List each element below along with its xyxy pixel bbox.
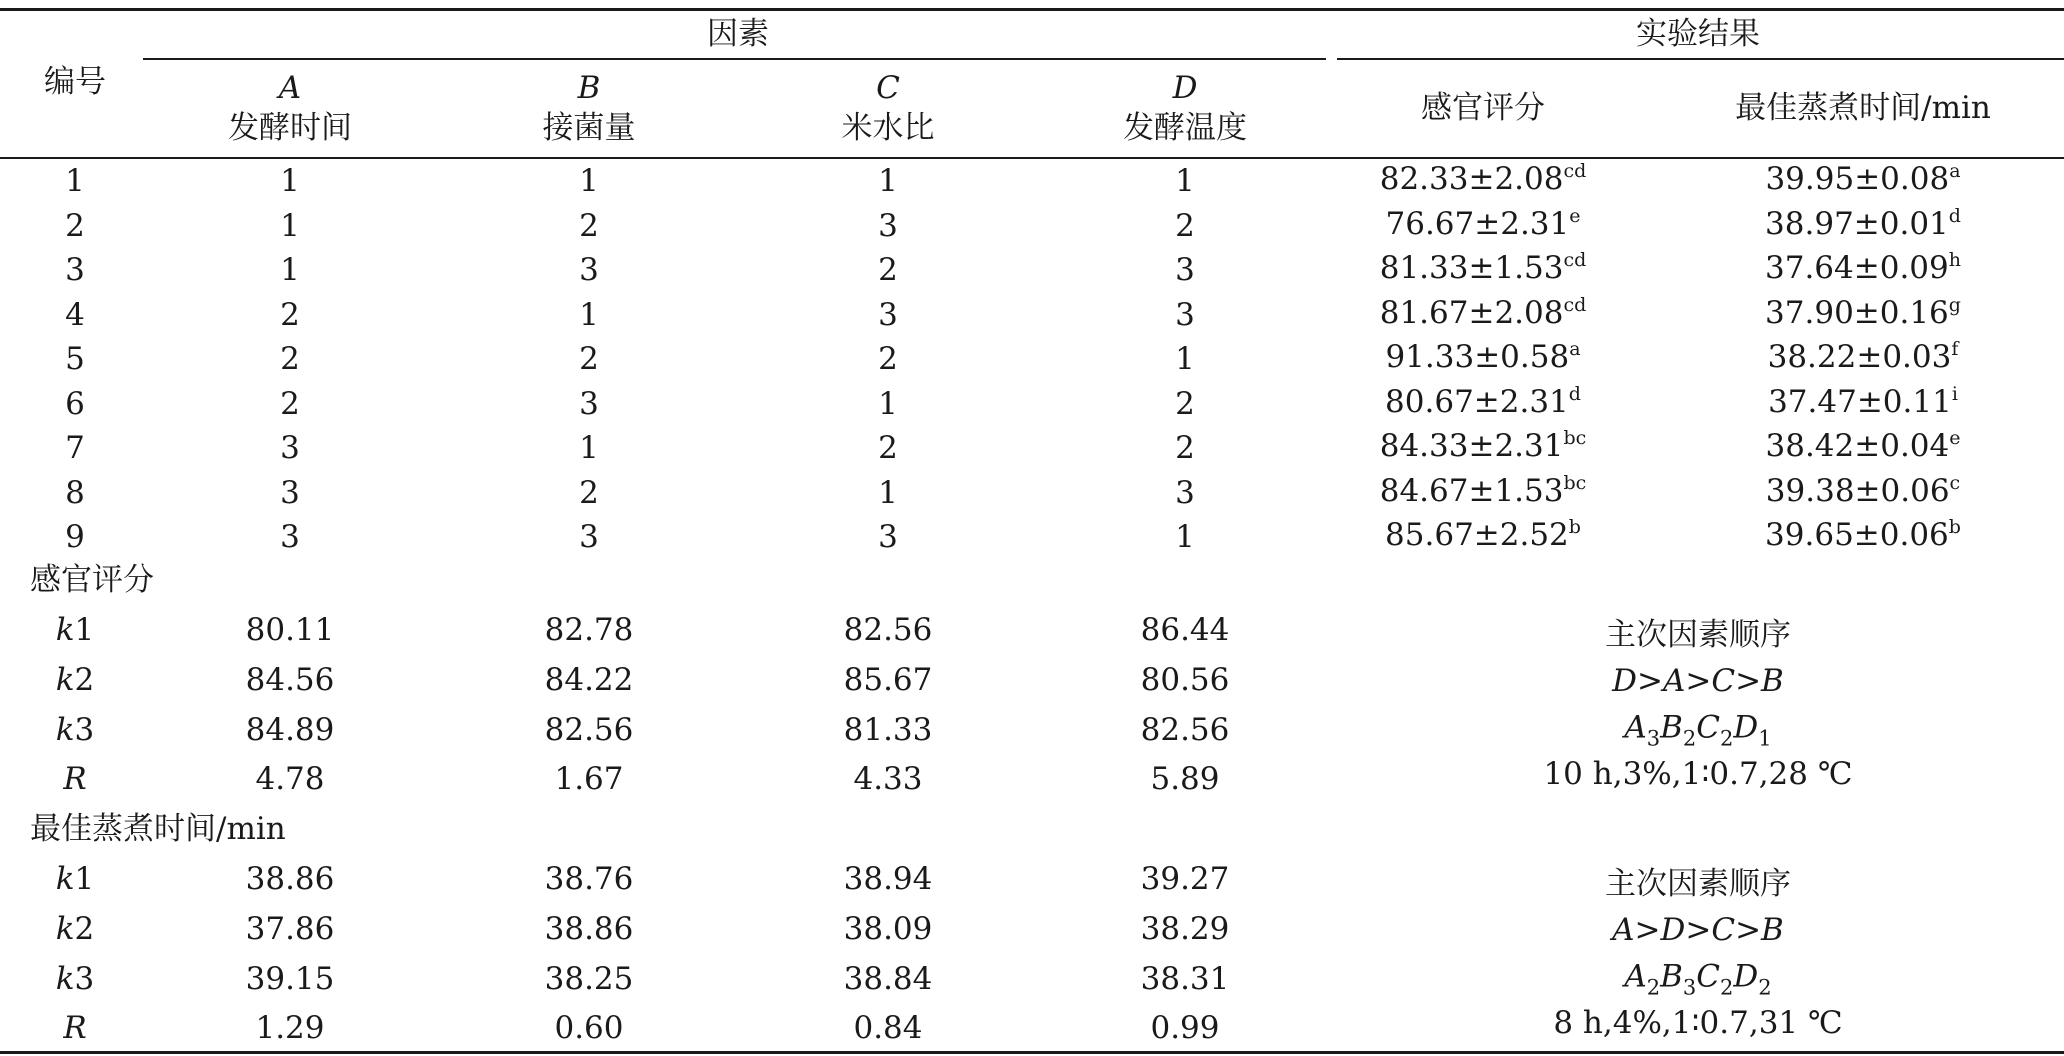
stat-c: 85.67 xyxy=(843,662,933,698)
row-id: 6 xyxy=(65,385,85,422)
steam-time-header: 最佳蒸煮时间/min xyxy=(1735,90,1991,126)
factor-d-name: 发酵温度 xyxy=(1123,110,1247,146)
factor-d-level: 3 xyxy=(1175,296,1195,333)
row-id: 9 xyxy=(65,519,85,555)
stat-b: 0.60 xyxy=(554,1010,624,1046)
stat-a: 4.78 xyxy=(255,761,325,797)
steam-time-value: 39.95±0.08$^a$ xyxy=(1765,160,1961,197)
significance-letter: d xyxy=(1568,382,1581,405)
sensory-score-value: 76.67±2.31$^e$ xyxy=(1385,204,1581,242)
factor-order-label: 主次因素顺序 xyxy=(1605,866,1791,902)
significance-letter: a xyxy=(1569,338,1581,360)
stat-c: 0.84 xyxy=(853,1010,923,1046)
significance-letter: h xyxy=(1948,249,1961,271)
significance-letter: e xyxy=(1949,427,1961,449)
stat-a: 84.56 xyxy=(245,662,335,698)
stat-label: R xyxy=(63,1010,87,1046)
significance-letter: bc xyxy=(1563,427,1587,449)
stat-b: 38.86 xyxy=(544,911,634,947)
stat-d: 39.27 xyxy=(1140,861,1230,897)
factor-c-level: 3 xyxy=(878,207,898,244)
factor-order: D>A>C>B xyxy=(1612,663,1784,699)
row-id: 7 xyxy=(65,430,85,466)
stat-c: 38.84 xyxy=(843,961,933,997)
factor-d-level: 1 xyxy=(1175,519,1195,555)
stat-b: 38.25 xyxy=(544,961,634,997)
row-id: 4 xyxy=(65,296,85,333)
stat-d: 0.99 xyxy=(1150,1010,1220,1046)
factor-c-level: 1 xyxy=(878,385,898,422)
significance-letter: e xyxy=(1569,204,1581,227)
significance-letter: f xyxy=(1951,338,1959,360)
stat-d: 80.56 xyxy=(1140,662,1230,698)
factor-c-letter: C xyxy=(876,70,900,106)
factor-b-level: 3 xyxy=(579,385,599,422)
factor-c-name: 米水比 xyxy=(841,110,935,146)
optimal-combination: $A_3B_2C_2D_1$ xyxy=(1624,709,1772,751)
top-rule xyxy=(0,8,2064,11)
sensory-score-value: 84.67±1.53$^{bc}$ xyxy=(1379,471,1587,509)
steam-time-value: 38.42±0.04$^e$ xyxy=(1765,427,1961,464)
optimal-conditions: 8 h,4%,1∶0.7,31 ℃ xyxy=(1553,1005,1843,1041)
stat-d: 5.89 xyxy=(1150,761,1220,797)
significance-letter: bc xyxy=(1563,471,1587,494)
stat-a: 80.11 xyxy=(245,612,335,648)
factor-b-level: 1 xyxy=(579,430,599,466)
factor-b-level: 1 xyxy=(579,296,599,333)
factors-group-header: 因素 xyxy=(707,16,769,52)
steam-time-value: 39.65±0.06$^b$ xyxy=(1765,516,1961,553)
factor-b-level: 2 xyxy=(579,341,599,377)
factor-d-level: 1 xyxy=(1175,341,1195,377)
sensory-score-header: 感官评分 xyxy=(1421,90,1545,126)
stat-b: 82.78 xyxy=(544,612,634,648)
factor-d-level: 3 xyxy=(1175,252,1195,288)
steam-time-value: 38.22±0.03$^f$ xyxy=(1767,338,1959,375)
factor-d-level: 2 xyxy=(1175,385,1195,422)
factor-b-level: 3 xyxy=(579,519,599,555)
steam-time-value: 37.64±0.09$^h$ xyxy=(1765,249,1961,286)
row-id: 3 xyxy=(65,252,85,288)
factor-d-letter: D xyxy=(1172,70,1198,106)
stat-a: 38.86 xyxy=(245,861,335,897)
stat-a: 37.86 xyxy=(245,911,335,947)
stat-label: k2 xyxy=(55,911,95,947)
factor-a-level: 3 xyxy=(280,519,300,555)
header-rule xyxy=(0,157,2064,159)
factor-c-level: 2 xyxy=(878,252,898,288)
steam-time-value: 38.97±0.01$^d$ xyxy=(1765,204,1961,242)
steam-time-value: 37.90±0.16$^g$ xyxy=(1765,293,1961,331)
stat-a: 1.29 xyxy=(255,1010,325,1046)
sensory-score-value: 82.33±2.08$^{cd}$ xyxy=(1379,160,1587,197)
stat-d: 82.56 xyxy=(1140,712,1230,748)
factor-a-level: 3 xyxy=(280,474,300,511)
sensory-score-value: 80.67±2.31$^d$ xyxy=(1385,382,1581,420)
stat-b: 38.76 xyxy=(544,861,634,897)
row-id: 2 xyxy=(65,207,85,244)
stat-c: 81.33 xyxy=(843,712,933,748)
steam-time-value: $37.47\pm 0.11^i$ xyxy=(1768,382,1958,420)
stat-d: 38.31 xyxy=(1140,961,1230,997)
factor-a-level: 2 xyxy=(280,385,300,422)
steam-time-value: 39.38±0.06$^c$ xyxy=(1765,471,1961,509)
stat-d: 38.29 xyxy=(1140,911,1230,947)
factor-a-letter: A xyxy=(278,70,302,106)
factor-c-level: 1 xyxy=(878,163,898,199)
factor-a-level: 2 xyxy=(280,296,300,333)
stat-label: k2 xyxy=(55,662,95,698)
section-title: 感官评分 xyxy=(30,562,154,598)
sensory-score-value: 81.33±1.53$^{cd}$ xyxy=(1379,249,1587,286)
factor-a-level: 1 xyxy=(280,252,300,288)
factors-underline xyxy=(143,58,1326,60)
sensory-score-value: 91.33±0.58$^a$ xyxy=(1385,338,1581,375)
factor-c-level: 3 xyxy=(878,296,898,333)
factor-d-level: 2 xyxy=(1175,207,1195,244)
stat-a: 84.89 xyxy=(245,712,335,748)
significance-letter: d xyxy=(1948,204,1961,227)
significance-letter: cd xyxy=(1563,160,1587,182)
row-id: 5 xyxy=(65,341,85,377)
stat-d: 86.44 xyxy=(1140,612,1230,648)
stat-b: 1.67 xyxy=(554,761,624,797)
sensory-score-value: 85.67±2.52$^b$ xyxy=(1385,516,1581,553)
factor-c-level: 3 xyxy=(878,519,898,555)
factor-d-level: 3 xyxy=(1175,474,1195,511)
factor-d-level: 2 xyxy=(1175,430,1195,466)
factor-order-label: 主次因素顺序 xyxy=(1605,617,1791,653)
factor-c-level: 2 xyxy=(878,341,898,377)
optimal-conditions: 10 h,3%,1∶0.7,28 ℃ xyxy=(1543,756,1853,792)
optimal-combination: $A_2B_3C_2D_2$ xyxy=(1624,958,1772,1000)
sensory-score-value: 84.33±2.31$^{bc}$ xyxy=(1379,427,1587,464)
significance-letter: i xyxy=(1951,382,1958,405)
id-column-header: 编号 xyxy=(44,64,106,100)
significance-letter: cd xyxy=(1563,249,1587,271)
stat-label: k1 xyxy=(55,861,95,897)
significance-letter: cd xyxy=(1563,293,1587,316)
factor-a-level: 1 xyxy=(280,207,300,244)
stat-b: 82.56 xyxy=(544,712,634,748)
significance-letter: b xyxy=(1948,516,1961,538)
factor-d-level: 1 xyxy=(1175,163,1195,199)
factor-a-level: 2 xyxy=(280,341,300,377)
stat-c: 38.09 xyxy=(843,911,933,947)
results-group-header: 实验结果 xyxy=(1636,16,1760,52)
factor-b-level: 3 xyxy=(579,252,599,288)
section-title: 最佳蒸煮时间/min xyxy=(30,811,286,847)
factor-c-level: 1 xyxy=(878,474,898,511)
factor-b-level: 2 xyxy=(579,207,599,244)
sensory-score-value: 81.67±2.08$^{cd}$ xyxy=(1379,293,1587,331)
significance-letter: b xyxy=(1568,516,1581,538)
factor-a-level: 1 xyxy=(280,163,300,199)
results-underline xyxy=(1337,58,2064,60)
stat-c: 38.94 xyxy=(843,861,933,897)
significance-letter: g xyxy=(1948,293,1961,316)
stat-label: k3 xyxy=(55,712,95,748)
bottom-rule xyxy=(0,1051,2064,1054)
factor-b-level: 2 xyxy=(579,474,599,511)
factor-a-name: 发酵时间 xyxy=(228,110,352,146)
stat-label: R xyxy=(63,761,87,797)
stat-c: 4.33 xyxy=(853,761,923,797)
significance-letter: a xyxy=(1949,160,1961,182)
significance-letter: c xyxy=(1949,471,1961,494)
factor-b-level: 1 xyxy=(579,163,599,199)
stat-b: 84.22 xyxy=(544,662,634,698)
row-id: 1 xyxy=(65,163,85,199)
factor-order: A>D>C>B xyxy=(1612,912,1784,948)
stat-a: 39.15 xyxy=(245,961,335,997)
factor-a-level: 3 xyxy=(280,430,300,466)
row-id: 8 xyxy=(65,474,85,511)
factor-c-level: 2 xyxy=(878,430,898,466)
stat-label: k1 xyxy=(55,612,95,648)
factor-b-letter: B xyxy=(577,70,601,106)
stat-c: 82.56 xyxy=(843,612,933,648)
factor-b-name: 接菌量 xyxy=(542,110,636,146)
stat-label: k3 xyxy=(55,961,95,997)
